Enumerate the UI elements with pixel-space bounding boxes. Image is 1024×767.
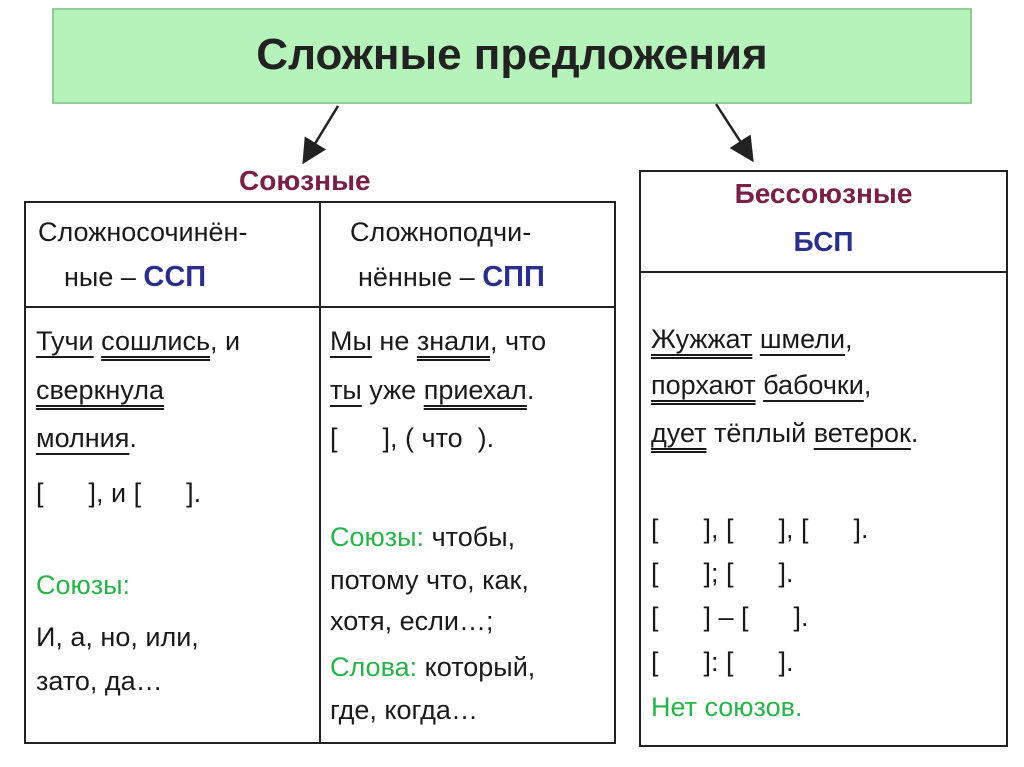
subject-word: шмели <box>759 324 846 354</box>
col1-scheme: [ ], и [ ]. <box>36 478 202 508</box>
col2-conj-label: Союзы: <box>330 522 425 552</box>
right-scheme-2: [ ]; [ ]. <box>651 558 794 588</box>
predicate-word: дует <box>651 418 707 448</box>
col1-example-line3 <box>36 421 137 455</box>
col1-conj-label: Союзы: <box>36 570 131 600</box>
col1-conj-line2: зато, да… <box>36 666 163 696</box>
arrow-right <box>716 104 751 158</box>
col2-conj-line1 <box>330 520 515 554</box>
union-label: Союзные <box>239 165 371 196</box>
example-text: , что <box>490 326 547 356</box>
example-text: , и <box>210 326 241 356</box>
col2-header-line1: Сложноподчи- <box>350 217 532 247</box>
example-text: . <box>129 423 137 453</box>
example-text: , <box>845 324 853 354</box>
col2-words-line2: где, когда… <box>330 695 478 725</box>
predicate-word: знали <box>416 326 491 356</box>
subject-word: Мы <box>330 326 372 356</box>
col1-conj-line1: И, а, но, или, <box>36 622 199 652</box>
arrow-left <box>305 106 338 160</box>
col1-header-text: ные – <box>64 262 136 292</box>
col2-conj-text: чтобы, <box>431 522 516 552</box>
example-text: . <box>526 375 535 405</box>
col2-header-text: нённые – <box>358 262 475 292</box>
col1-header-line2 <box>64 260 206 294</box>
subject-word: молния <box>36 423 130 453</box>
col2-scheme: [ ], ( что ). <box>330 423 495 453</box>
predicate-word: сверкнула <box>36 375 164 405</box>
nonunion-title: Бессоюзные <box>734 178 913 209</box>
col2-conj-line2: потому что, как, <box>330 565 529 595</box>
col2-words-line1 <box>330 650 535 684</box>
right-example-line2 <box>651 368 871 402</box>
predicate-word: сошлись <box>101 326 211 356</box>
example-text: , <box>863 370 872 400</box>
subject-word: Тучи <box>36 326 94 356</box>
col2-conj-line3: хотя, если…; <box>330 606 494 636</box>
subject-word: бабочки <box>763 370 864 400</box>
col1-example-line1 <box>36 324 240 358</box>
col1-example-line2 <box>36 373 164 407</box>
predicate-word: порхают <box>651 370 756 400</box>
col2-example-line2 <box>330 373 534 407</box>
col1-header-line1: Сложносочинён- <box>38 217 248 247</box>
column-divider <box>319 201 321 744</box>
page-title: Сложные предложения <box>256 30 768 79</box>
col2-header-line2 <box>358 260 545 294</box>
ssp-abbr: ССП <box>143 261 207 293</box>
right-scheme-3: [ ] – [ ]. <box>651 602 809 632</box>
predicate-word: Жужжат <box>651 324 753 354</box>
predicate-word: приехал <box>423 375 527 405</box>
spp-abbr: СПП <box>482 261 545 293</box>
example-text: уже <box>369 375 417 405</box>
col2-example-line1 <box>330 324 546 358</box>
subject-word: ты <box>330 375 362 405</box>
example-text: не <box>379 326 410 356</box>
right-example-line1 <box>651 322 853 356</box>
table-divider <box>639 271 1008 273</box>
right-scheme-4: [ ]: [ ]. <box>651 647 794 677</box>
col2-words-label: Слова: <box>330 652 418 682</box>
right-scheme-1: [ ], [ ], [ ]. <box>651 514 869 544</box>
subject-word: ветерок <box>813 418 911 448</box>
bsp-abbr: БСП <box>793 226 854 257</box>
example-text: тёплый <box>713 418 807 448</box>
right-example-line3 <box>651 416 918 450</box>
example-text: . <box>910 418 919 448</box>
no-conj-label: Нет союзов. <box>651 692 803 722</box>
col2-words-text: который, <box>424 652 536 682</box>
